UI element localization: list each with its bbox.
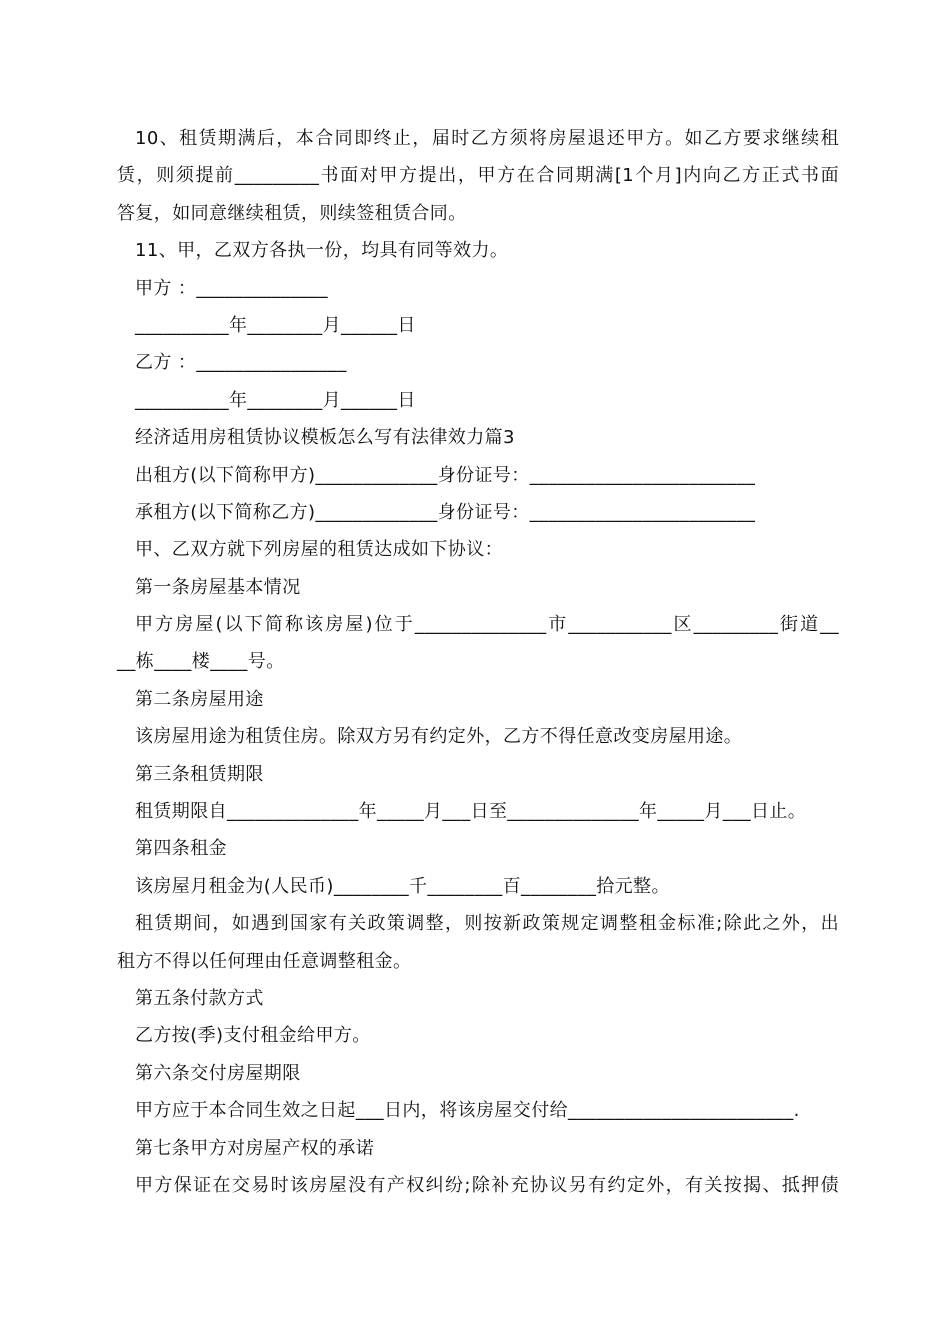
article-3-heading: 第三条租赁期限 (135, 763, 264, 785)
agreement-intro: 甲、乙双方就下列房屋的租赁达成如下协议： (135, 539, 503, 561)
party-a-signature: 甲方 ：______________ (135, 277, 328, 299)
section-title: 经济适用房租赁协议模板怎么写有法律效力篇3 (135, 427, 515, 449)
clause-11: 11、甲，乙双方各执一份，均具有同等效力。 (135, 240, 509, 262)
article-3-body: 租赁期限自______________年_____月___日至______________年_____月___日止。 (135, 801, 807, 823)
lessee-line: 承租方(以下简称乙方)_____________身份证号：________________________ (135, 501, 756, 523)
clause-10-line-2: 赁，则须提前_________书面对甲方提出，甲方在合同期满[1个月]内向乙方正式书面 (117, 165, 839, 187)
article-5-heading: 第五条付款方式 (135, 987, 264, 1009)
article-7-body: 甲方保证在交易时该房屋没有产权纠纷;除补充协议另有约定外，有关按揭、抵押债 (135, 1174, 839, 1196)
party-a-date: __________年________月______日 (135, 314, 416, 336)
lessor-line: 出租方(以下简称甲方)_____________身份证号：________________________ (135, 464, 756, 486)
party-b-signature: 乙方 ：________________ (135, 352, 347, 374)
clause-10-line-1: 10、租赁期满后，本合同即终止，届时乙方须将房屋退还甲方。如乙方要求继续租 (135, 128, 839, 149)
article-4-body-2-line-2: 租方不得以任何理由任意调整租金。 (117, 950, 412, 972)
article-6-body: 甲方应于本合同生效之日起___日内，将该房屋交付给________________________. (135, 1100, 800, 1122)
clause-10-line-3: 答复，如同意继续租赁，则续签租赁合同。 (117, 202, 467, 224)
article-2-body: 该房屋用途为租赁住房。除双方另有约定外，乙方不得任意改变房屋用途。 (135, 726, 743, 748)
article-5-body: 乙方按(季)支付租金给甲方。 (135, 1025, 371, 1047)
article-4-body-2-line-1: 租赁期间，如遇到国家有关政策调整，则按新政策规定调整租金标准;除此之外，出 (135, 913, 839, 935)
article-4-body-1: 该房屋月租金为(人民币)________千________百________拾元整。 (135, 875, 670, 897)
article-6-heading: 第六条交付房屋期限 (135, 1062, 301, 1084)
article-4-heading: 第四条租金 (135, 838, 227, 860)
document-body (117, 120, 839, 1204)
article-1-line-2: __栋____楼____号。 (117, 651, 285, 673)
article-2-heading: 第二条房屋用途 (135, 688, 264, 710)
article-1-line-1: 甲方房屋(以下简称该房屋)位于______________市___________区_________街道__ (135, 614, 839, 636)
party-b-date: __________年________月______日 (135, 389, 416, 411)
article-1-heading: 第一条房屋基本情况 (135, 576, 301, 598)
article-7-heading: 第七条甲方对房屋产权的承诺 (135, 1137, 375, 1159)
